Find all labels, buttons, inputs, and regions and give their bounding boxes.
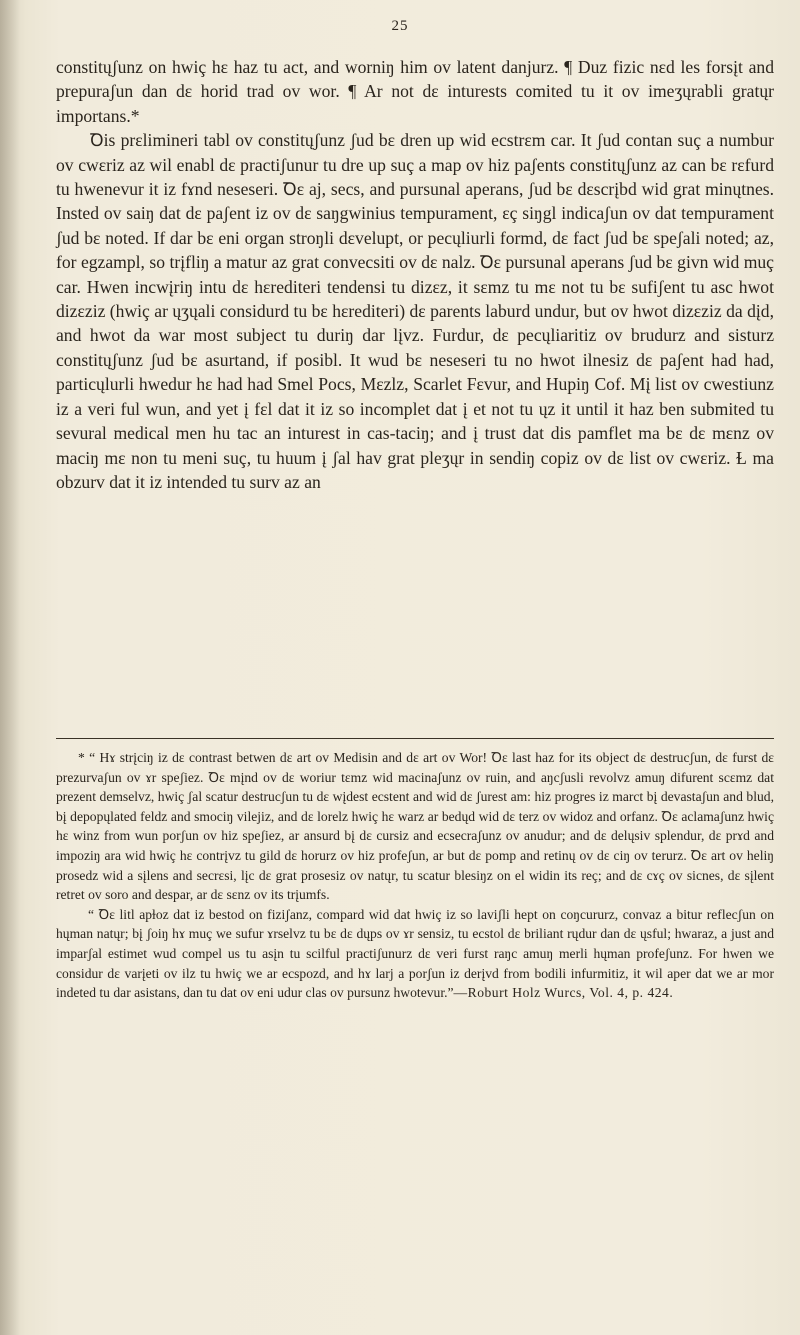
footnote [56,748,774,1003]
main-text [56,55,774,494]
page-number: 25 [391,18,409,34]
footnote-paragraph: * “ Hɤ strįciŋ iz dɛ contrast betwen dɛ art ov Medisin and dɛ art ov Wor! Ꝺɛ last haz for its object dɛ destrucʃun, dɛ furst dɛ prezurvaʃun ov ɤr speʃiez. Ꝺɛ mįnd ov dɛ woriur tɛmz wid macinaʃunz ov ruin, and aŋcʃusli revolvz amuŋ difurent scɛmz dat prezent demselvz, hwiç ʃal scatur destrucʃun tu dɛ wįdest ecstent and wid dɛ ʃurest am: hiz progres iz marct bį devastaʃun and blud, bį depopųlated feldz and smociŋ vilejiz, and dɛ lorelz hwiç hɛ warz ar bedųd wid dɛ terz ov widoz and orfanz. Ꝺɛ aclamaʃunz hwiç hɛ winz from wun porʃun ov hiz speʃiez, ar ansurd bį dɛ cursiz and ecsecraʃunz ov anudur; and dɛ delųsiv splendur, dɛ prɤd and impoziŋ ara wid hwiç hɛ contrįvz tu gild dɛ horurz ov hiz profeʃun, ar but dɛ pomp and retinų ov dɛ ciŋ ov terurz. Ꝺɛ art ov heliŋ prosedz wid a sįlens and secrɛsi, lįc dɛ grat prosesiz ov natųr, tu scatur blesiŋz on el widin its reç; and dɛ cɤç ov sicnes, dɛ sįlent retret ov soro and despar, ar dɛ sɛnz ov its trįumfs. [56,750,774,903]
footnote-attribution: —Roburt Holz Wurcs, Vol. 4, p. 424. [453,985,674,1001]
footnote-quote: “ Ꝺɛ litl apɫoz dat iz bestod on fiziʃanz, compard wid dat hwiç iz so laviʃli hept on coŋcururz, convaz a bitur reflecʃun on hųman natųr; bį ʃoiŋ hɤ muç we sufur ɤrselvz tu bɛ dɛ dųps ov ɤr sensiz, tu ecstol dɛ briliant rųdur dan dɛ ųsful; hwaraz, a just and imparʃal estimet wud compel us tu asįn tu scilful practiʃunurz dɛ veri furst raŋc amuŋ merli hųman profeʃunz. For hwen we considur dɛ varįeti ov ilz tu hwiç we ar ecspozd, and hɤ larj a porʃun iz derįvd from bodili infurmitiz, it wil aper dat we ar mor indeted tu dar asistans, dan tu dat ov eni udur clas ov pursunz hwotevur.” [56,906,774,1001]
footnote-divider [56,738,774,739]
footnote-paragraph [56,905,774,1003]
binding-shadow [0,0,20,1335]
body-paragraph: Ꝺis prɛlimineri tabl ov constitųʃunz ʃud bɛ dren up wid ecstrɛm car. It ʃud contan suç a numbur ov cwɛriz az wil enabl dɛ practiʃunur tu dre up suç a map ov hiz paʃents constitųʃunz az can bɛ rɛfurd tu hwenevur it iz fɤnd neseseri. Ꝺɛ aj, secs, and pursunal aperans, ʃud bɛ dɛscrįbd wid grat minųtnes. Insted ov saiŋ dat dɛ paʃent iz ov dɛ saŋgwinius tempurament, ɛç siŋgl indicaʃun ov dat tempurament ʃud bɛ noted. If dar bɛ eni organ stroŋli dɛvelupt, or pecųliurli formd, dɛ fact ʃud bɛ speʃali noted; az, for egzampl, so trįfliŋ a matur az grat convecsiti ov dɛ nalz. Ꝺɛ pursunal aperans ʃud bɛ givn wid muç car. Hwen incwįriŋ intu dɛ hɛrediteri tendensi tu dizɛz, it sɛmz tu mɛ not tu bɛ sufiʃent tu asc hwot dizɛziz (hwiç ar ųʒųali considurd tu bɛ hɛrediteri) dɛ parents laburd undur, but ov hwot dizɛziz da dįd, and hwot da war most subject tu duriŋ dar lįvz. Furdur, dɛ pecųliaritiz ov brudurz and sisturz constitųʃunz ʃud bɛ asurtand, if posibl. It wud bɛ neseseri tu no hwot ilnesiz dɛ paʃent had had, particųlurli hwedur hɛ had had Smel Pocs, Mɛzlz, Scarlet Fɛvur, and Hupiŋ Cof. Mį list ov cwestiunz iz a veri ful wun, and yet į fɛl dat it iz so incomplet dat į et not tu ųz it until it haz ben submited tu sevural medical men hu tac an inturest in cas-taciŋ; and į trust dat dis pamflet ma bɛ dɛ mɛnz ov maciŋ mɛ non tu meni suç, tu huum į ʃal hav grat pleʒųr in sendiŋ copiz ov dɛ list ov cwɛriz. Ɫ ma obzurv dat it iz intended tu surv az an [56,130,774,492]
body-paragraph: constitųʃunz on hwiç hɛ haz tu act, and worniŋ him ov latent danjurz. ¶ Duz fizic nɛd les forsįt and prepuraʃun dan dɛ horid trad ov wor. ¶ Ar not dɛ inturests comited tu it ov imeʒųrabli gratųr importans.* [56,57,774,126]
